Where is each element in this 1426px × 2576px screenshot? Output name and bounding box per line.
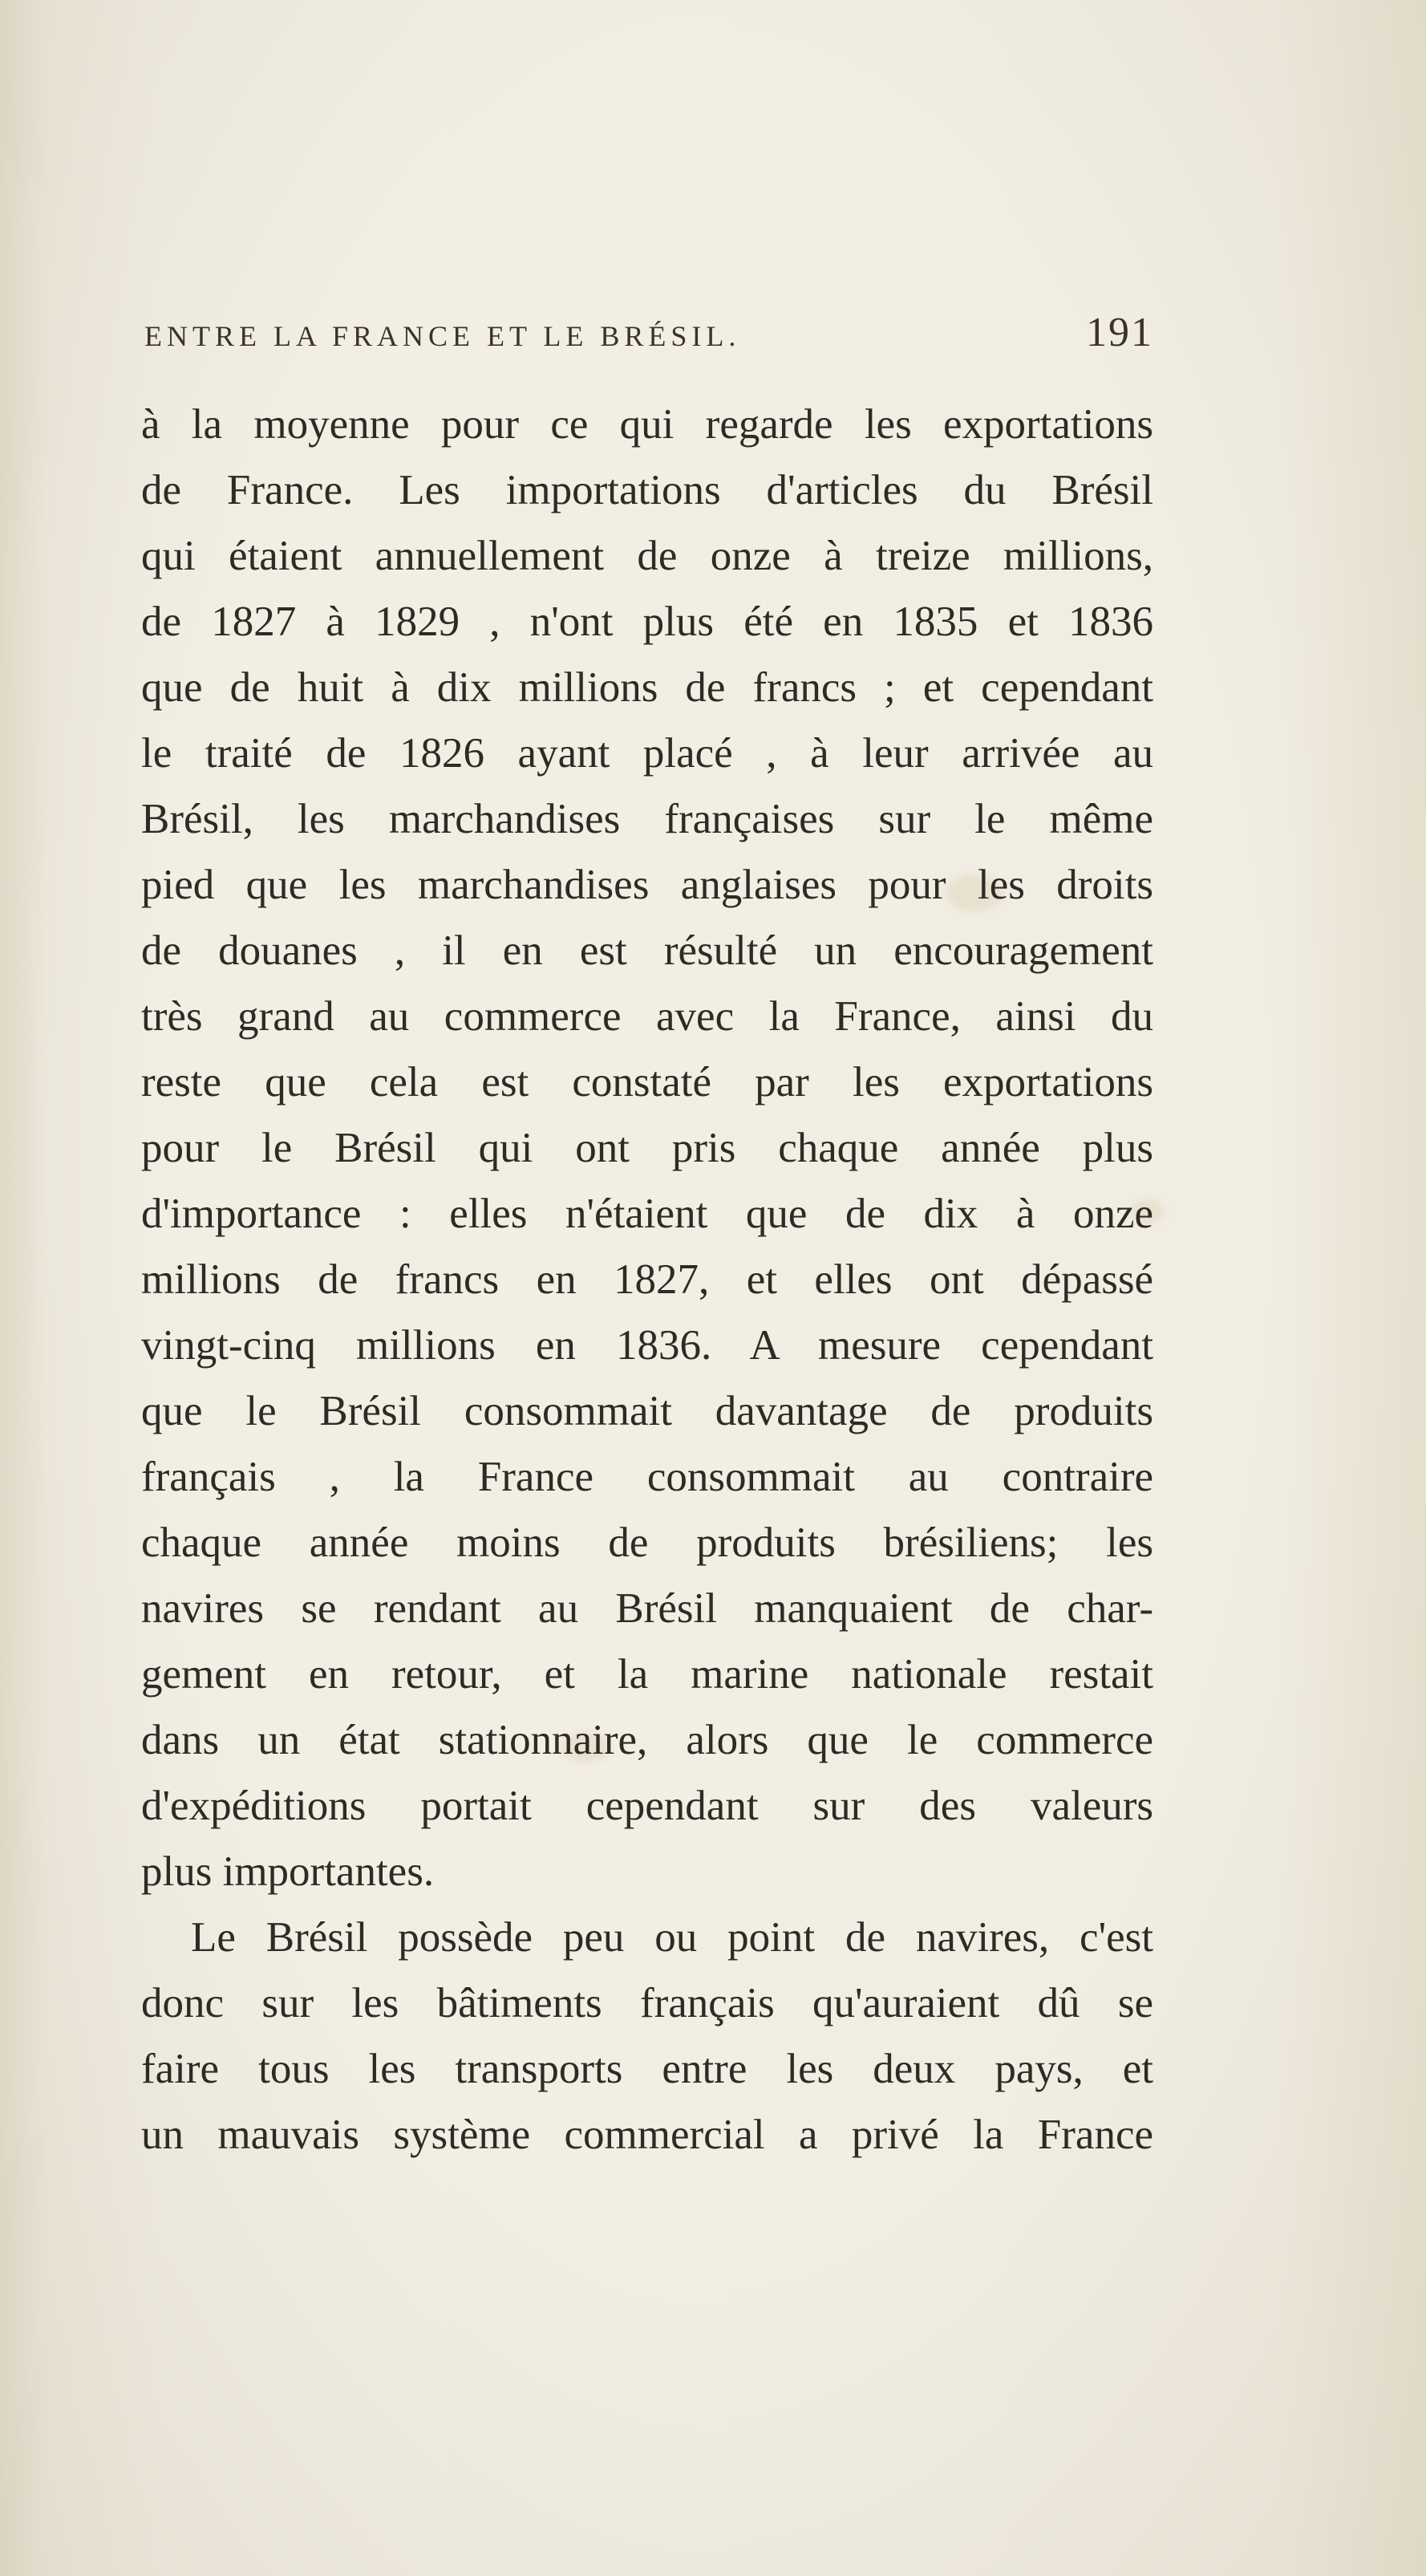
body-text <box>141 391 1153 2168</box>
text-line: gement en retour, et la marine nationale restait <box>141 1651 1153 1698</box>
text-line: pour le Brésil qui ont pris chaque année plus <box>141 1125 1153 1171</box>
text-line: qui étaient annuellement de onze à treize millions, <box>141 533 1153 579</box>
text-line: à la moyenne pour ce qui regarde les exportations <box>141 401 1153 448</box>
text-line: vingt-cinq millions en 1836. A mesure cependant <box>141 1322 1153 1369</box>
text-line: dans un état stationnaire, alors que le commerce <box>141 1717 1153 1763</box>
text-line: un mauvais système commercial a privé la France <box>141 2112 1153 2158</box>
text-line: plus importantes. <box>141 1848 435 1895</box>
text-line: donc sur les bâtiments français qu'auraient dû se <box>141 1980 1153 2026</box>
text-line: que le Brésil consommait davantage de produits <box>141 1388 1153 1434</box>
text-line: de France. Les importations d'articles du Brésil <box>141 467 1153 513</box>
text-line: français , la France consommait au contraire <box>141 1454 1153 1500</box>
text-line: pied que les marchandises anglaises pour les droits <box>141 862 1153 908</box>
text-line: très grand au commerce avec la France, ainsi du <box>141 993 1153 1040</box>
text-line: que de huit à dix millions de francs ; et cependant <box>141 664 1153 711</box>
page-header <box>144 309 1153 357</box>
paragraph-1 <box>141 391 1153 1905</box>
text-line: de douanes , il en est résulté un encouragement <box>141 927 1153 974</box>
text-line: le traité de 1826 ayant placé , à leur arrivée au <box>141 730 1153 777</box>
page-number: 191 <box>1086 310 1153 355</box>
text-line: faire tous les transports entre les deux pays, et <box>141 2046 1153 2092</box>
text-line: d'expéditions portait cependant sur des valeurs <box>141 1783 1153 1829</box>
text-line: chaque année moins de produits brésiliens; les <box>141 1519 1153 1566</box>
text-line: d'importance : elles n'étaient que de dix à onze <box>141 1191 1153 1237</box>
running-head: ENTRE LA FRANCE ET LE BRÉSIL. <box>144 320 741 352</box>
text-line: millions de francs en 1827, et elles ont dépassé <box>141 1256 1153 1303</box>
text-line: de 1827 à 1829 , n'ont plus été en 1835 et 1836 <box>141 598 1153 645</box>
text-line: reste que cela est constaté par les exportations <box>141 1059 1153 1105</box>
text-line: navires se rendant au Brésil manquaient de char- <box>141 1585 1153 1632</box>
paragraph-2 <box>141 1905 1153 2168</box>
text-line: Le Brésil possède peu ou point de navires, c'est <box>191 1914 1153 1961</box>
text-line: Brésil, les marchandises françaises sur le même <box>141 796 1153 842</box>
